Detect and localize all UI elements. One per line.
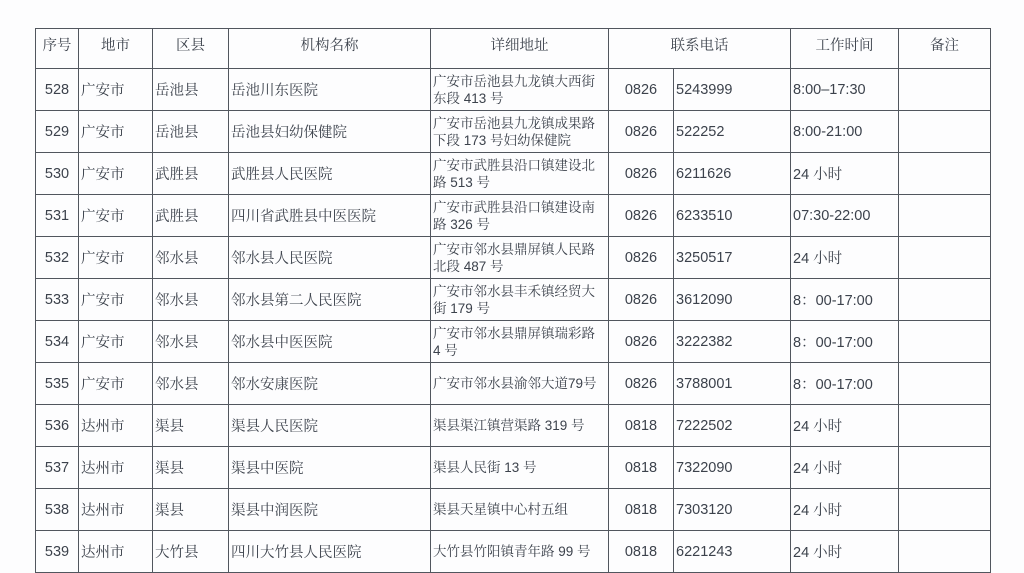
cell-phone: 7222502 bbox=[674, 405, 791, 447]
cell-remark bbox=[899, 153, 991, 195]
cell-district: 渠县 bbox=[153, 489, 229, 531]
table-row bbox=[36, 111, 991, 153]
cell-area-code: 0826 bbox=[609, 321, 674, 363]
table-row bbox=[36, 489, 991, 531]
hospital-table bbox=[35, 28, 991, 573]
cell-phone: 3788001 bbox=[674, 363, 791, 405]
cell-address: 渠县天星镇中心村五组 bbox=[431, 489, 609, 531]
cell-address: 广安市邻水县渝邻大道79号 bbox=[431, 363, 609, 405]
table-row bbox=[36, 279, 991, 321]
col-header-institution: 机构名称 bbox=[229, 29, 431, 69]
cell-area-code: 0818 bbox=[609, 489, 674, 531]
cell-institution: 武胜县人民医院 bbox=[229, 153, 431, 195]
cell-area-code: 0826 bbox=[609, 195, 674, 237]
cell-institution: 邻水县人民医院 bbox=[229, 237, 431, 279]
cell-area-code: 0818 bbox=[609, 405, 674, 447]
cell-city: 达州市 bbox=[79, 405, 153, 447]
cell-remark bbox=[899, 195, 991, 237]
cell-institution: 四川省武胜县中医医院 bbox=[229, 195, 431, 237]
cell-hours: 24 小时 bbox=[791, 237, 899, 279]
col-header-phone: 联系电话 bbox=[609, 29, 791, 69]
cell-remark bbox=[899, 489, 991, 531]
cell-remark bbox=[899, 69, 991, 111]
cell-index: 536 bbox=[36, 405, 79, 447]
cell-district: 邻水县 bbox=[153, 279, 229, 321]
cell-address: 广安市邻水县丰禾镇经贸大街 179 号 bbox=[431, 279, 609, 321]
cell-institution: 渠县人民医院 bbox=[229, 405, 431, 447]
col-header-hours: 工作时间 bbox=[791, 29, 899, 69]
cell-hours: 24 小时 bbox=[791, 531, 899, 573]
cell-area-code: 0818 bbox=[609, 531, 674, 573]
table-row bbox=[36, 153, 991, 195]
table-row bbox=[36, 237, 991, 279]
table-header bbox=[36, 29, 991, 69]
cell-city: 广安市 bbox=[79, 237, 153, 279]
cell-city: 达州市 bbox=[79, 531, 153, 573]
cell-index: 534 bbox=[36, 321, 79, 363]
cell-remark bbox=[899, 531, 991, 573]
table-row bbox=[36, 195, 991, 237]
cell-district: 邻水县 bbox=[153, 321, 229, 363]
cell-hours: 8：00-17:00 bbox=[791, 363, 899, 405]
cell-remark bbox=[899, 279, 991, 321]
cell-hours: 24 小时 bbox=[791, 489, 899, 531]
cell-address: 广安市邻水县鼎屏镇人民路北段 487 号 bbox=[431, 237, 609, 279]
cell-address: 广安市武胜县沿口镇建设北路 513 号 bbox=[431, 153, 609, 195]
cell-remark bbox=[899, 447, 991, 489]
col-header-index: 序号 bbox=[36, 29, 79, 69]
cell-hours: 24 小时 bbox=[791, 153, 899, 195]
cell-district: 渠县 bbox=[153, 447, 229, 489]
cell-district: 渠县 bbox=[153, 405, 229, 447]
cell-phone: 7322090 bbox=[674, 447, 791, 489]
cell-index: 533 bbox=[36, 279, 79, 321]
cell-remark bbox=[899, 363, 991, 405]
cell-index: 529 bbox=[36, 111, 79, 153]
table-body bbox=[36, 69, 991, 573]
cell-remark bbox=[899, 237, 991, 279]
cell-index: 537 bbox=[36, 447, 79, 489]
cell-institution: 邻水安康医院 bbox=[229, 363, 431, 405]
cell-phone: 3250517 bbox=[674, 237, 791, 279]
cell-district: 邻水县 bbox=[153, 363, 229, 405]
cell-city: 广安市 bbox=[79, 279, 153, 321]
cell-phone: 5243999 bbox=[674, 69, 791, 111]
cell-district: 岳池县 bbox=[153, 69, 229, 111]
col-header-district: 区县 bbox=[153, 29, 229, 69]
cell-city: 广安市 bbox=[79, 111, 153, 153]
cell-address: 大竹县竹阳镇青年路 99 号 bbox=[431, 531, 609, 573]
cell-hours: 07:30-22:00 bbox=[791, 195, 899, 237]
cell-city: 达州市 bbox=[79, 489, 153, 531]
col-header-address: 详细地址 bbox=[431, 29, 609, 69]
cell-hours: 8:00-21:00 bbox=[791, 111, 899, 153]
col-header-city: 地市 bbox=[79, 29, 153, 69]
cell-remark bbox=[899, 405, 991, 447]
cell-index: 531 bbox=[36, 195, 79, 237]
table-row bbox=[36, 531, 991, 573]
cell-address: 渠县人民街 13 号 bbox=[431, 447, 609, 489]
cell-address: 广安市邻水县鼎屏镇瑞彩路 4 号 bbox=[431, 321, 609, 363]
cell-district: 岳池县 bbox=[153, 111, 229, 153]
cell-district: 邻水县 bbox=[153, 237, 229, 279]
cell-address: 渠县渠江镇营渠路 319 号 bbox=[431, 405, 609, 447]
cell-remark bbox=[899, 321, 991, 363]
cell-area-code: 0826 bbox=[609, 153, 674, 195]
cell-address: 广安市武胜县沿口镇建设南路 326 号 bbox=[431, 195, 609, 237]
table-row bbox=[36, 447, 991, 489]
table-row bbox=[36, 363, 991, 405]
cell-hours: 8：00-17:00 bbox=[791, 321, 899, 363]
cell-city: 达州市 bbox=[79, 447, 153, 489]
cell-phone: 6221243 bbox=[674, 531, 791, 573]
cell-address: 广安市岳池县九龙镇成果路下段 173 号妇幼保健院 bbox=[431, 111, 609, 153]
cell-index: 538 bbox=[36, 489, 79, 531]
cell-city: 广安市 bbox=[79, 69, 153, 111]
cell-phone: 6233510 bbox=[674, 195, 791, 237]
table-row bbox=[36, 405, 991, 447]
cell-index: 539 bbox=[36, 531, 79, 573]
cell-institution: 四川大竹县人民医院 bbox=[229, 531, 431, 573]
cell-area-code: 0826 bbox=[609, 279, 674, 321]
cell-area-code: 0826 bbox=[609, 69, 674, 111]
cell-district: 武胜县 bbox=[153, 153, 229, 195]
cell-city: 广安市 bbox=[79, 321, 153, 363]
cell-city: 广安市 bbox=[79, 153, 153, 195]
cell-institution: 渠县中医院 bbox=[229, 447, 431, 489]
cell-phone: 3222382 bbox=[674, 321, 791, 363]
cell-remark bbox=[899, 111, 991, 153]
cell-district: 武胜县 bbox=[153, 195, 229, 237]
cell-phone: 3612090 bbox=[674, 279, 791, 321]
cell-address: 广安市岳池县九龙镇大西街东段 413 号 bbox=[431, 69, 609, 111]
cell-district: 大竹县 bbox=[153, 531, 229, 573]
cell-index: 530 bbox=[36, 153, 79, 195]
cell-city: 广安市 bbox=[79, 195, 153, 237]
cell-hours: 8：00-17:00 bbox=[791, 279, 899, 321]
cell-hours: 8:00–17:30 bbox=[791, 69, 899, 111]
cell-phone: 522252 bbox=[674, 111, 791, 153]
header-row bbox=[36, 29, 991, 69]
cell-city: 广安市 bbox=[79, 363, 153, 405]
cell-area-code: 0826 bbox=[609, 237, 674, 279]
cell-phone: 7303120 bbox=[674, 489, 791, 531]
cell-hours: 24 小时 bbox=[791, 405, 899, 447]
cell-hours: 24 小时 bbox=[791, 447, 899, 489]
col-header-remark: 备注 bbox=[899, 29, 991, 69]
cell-index: 528 bbox=[36, 69, 79, 111]
table-row bbox=[36, 321, 991, 363]
cell-area-code: 0818 bbox=[609, 447, 674, 489]
cell-institution: 邻水县第二人民医院 bbox=[229, 279, 431, 321]
cell-area-code: 0826 bbox=[609, 363, 674, 405]
cell-index: 532 bbox=[36, 237, 79, 279]
cell-index: 535 bbox=[36, 363, 79, 405]
cell-area-code: 0826 bbox=[609, 111, 674, 153]
cell-institution: 渠县中润医院 bbox=[229, 489, 431, 531]
cell-institution: 岳池县妇幼保健院 bbox=[229, 111, 431, 153]
table-row bbox=[36, 69, 991, 111]
cell-institution: 邻水县中医医院 bbox=[229, 321, 431, 363]
cell-institution: 岳池川东医院 bbox=[229, 69, 431, 111]
cell-phone: 6211626 bbox=[674, 153, 791, 195]
